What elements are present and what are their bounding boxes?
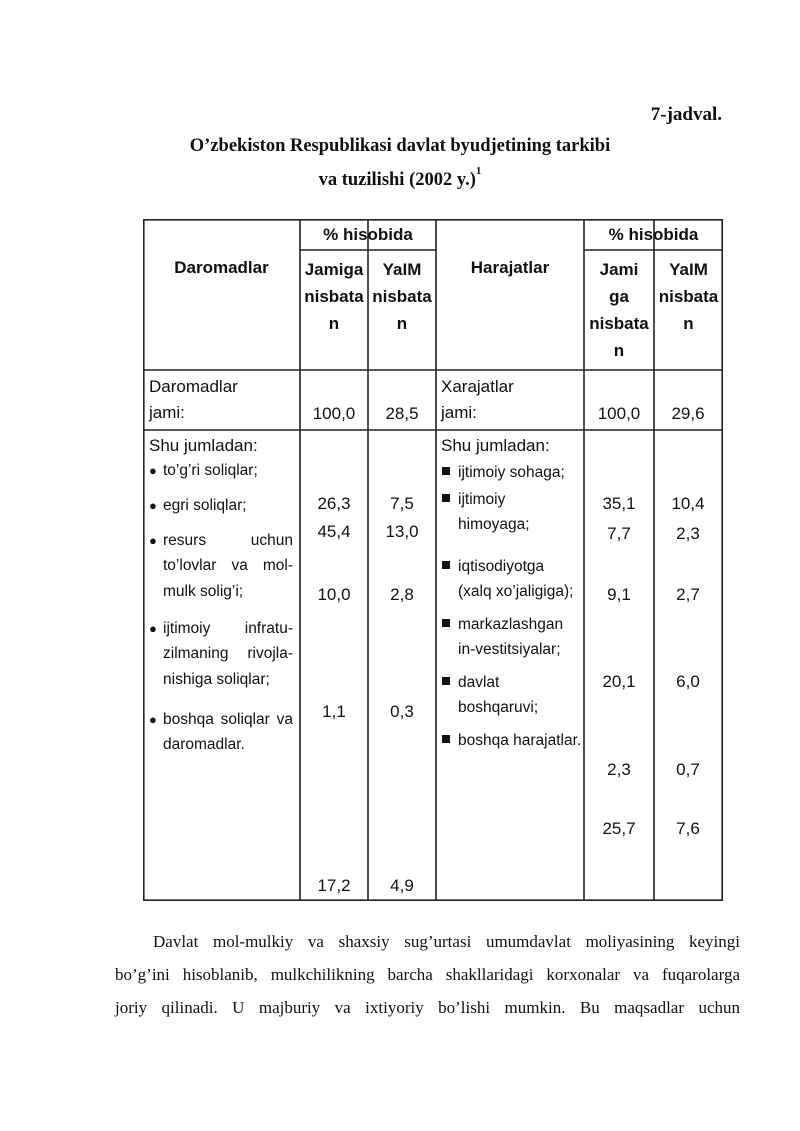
income-gdp-value: 0,3 xyxy=(390,702,414,721)
income-gdp-value: 7,5 xyxy=(390,494,414,513)
bullet-icon: ● xyxy=(149,533,157,548)
expense-gdp-value: 0,7 xyxy=(676,760,700,779)
paragraph-line: bo’g’ini hisoblanib, mulkchilikning barcha shakllaridagi korxonalar va fuqarolarga xyxy=(115,965,740,984)
bullet-icon: ● xyxy=(149,498,157,513)
expense-total-share: 100,0 xyxy=(597,404,641,423)
budget-table xyxy=(143,219,723,901)
square-bullet-icon xyxy=(442,494,450,502)
expense-share-value: 35,1 xyxy=(602,494,636,513)
expense-share-value: 9,1 xyxy=(607,585,631,604)
square-bullet-icon xyxy=(442,677,450,685)
square-bullet-icon xyxy=(442,561,450,569)
square-bullet-icon xyxy=(442,735,450,743)
income-gdp-value: 2,8 xyxy=(390,585,414,604)
expense-share-value: 2,3 xyxy=(607,760,631,779)
income-share-value: 26,3 xyxy=(317,494,351,513)
paragraph-line: Davlat mol-mulkiy va shaxsiy sug’urtasi umumdavlat moliyasining keyingi xyxy=(153,932,740,951)
bullet-icon: ● xyxy=(149,463,157,478)
expense-item: ijtimoiy himoyaga; xyxy=(458,487,582,538)
table-title: O’zbekiston Respublikasi davlat byudjetining tarkibi xyxy=(189,136,611,156)
expense-item: davlat boshqaruvi; xyxy=(458,670,582,721)
income-share-value: 10,0 xyxy=(317,585,351,604)
expense-gdp-header: YaIM nisbata n xyxy=(658,260,719,333)
income-item: ● boshqa soliqlar va daromadlar. xyxy=(163,707,293,758)
income-item: ● egri soliqlar; xyxy=(163,493,293,518)
table-title-line2: va tuzilishi (2002 y.)$^1$ xyxy=(318,165,482,191)
expense-header: Harajatlar xyxy=(470,258,550,277)
income-share-header: Jamiga nisbata n xyxy=(304,260,364,333)
income-item: ● resurs uchun to’lovlar va mol- mulk solig’i; xyxy=(163,528,293,604)
income-total-share: 100,0 xyxy=(312,404,356,423)
expense-gdp-value: 10,4 xyxy=(671,494,705,513)
expense-gdp-value: 2,7 xyxy=(676,585,700,604)
table-number: 7-jadval. xyxy=(650,104,722,125)
expense-item: iqtisodiyotga (xalq xo’jaligiga); xyxy=(458,554,582,605)
expense-share-value: 20,1 xyxy=(602,672,636,691)
paragraph-line: joriy qilinadi. U majburiy va ixtiyoriy bo’lishi mumkin. Bu maqsadlar uchun xyxy=(115,998,740,1017)
expense-gdp-value: 6,0 xyxy=(676,672,700,691)
expense-gdp-value: 7,6 xyxy=(676,819,700,838)
expense-share-value: 25,7 xyxy=(602,819,636,838)
income-share-value: 1,1 xyxy=(322,702,346,721)
expense-item: ijtimoiy sohaga; xyxy=(458,460,582,485)
square-bullet-icon xyxy=(442,467,450,475)
square-bullet-icon xyxy=(442,619,450,627)
expense-gdp-value: 2,3 xyxy=(676,524,700,543)
expense-share-value: 7,7 xyxy=(607,524,631,543)
income-item: ● ijtimoiy infratu- zilmaning rivojla- nishiga soliqlar; xyxy=(163,616,293,692)
income-share-value: 17,2 xyxy=(317,876,351,895)
expense-subtitle: Shu jumladan: xyxy=(441,436,550,455)
percent-header-right: % hisobida xyxy=(608,225,699,244)
body-paragraph xyxy=(115,925,740,1024)
bullet-icon: ● xyxy=(149,712,157,727)
expense-item: boshqa harajatlar. xyxy=(458,728,582,753)
expense-share-header: Jami ga nisbata n xyxy=(589,260,649,360)
income-subtitle: Shu jumladan: xyxy=(149,436,258,455)
footnote-mark: 1 xyxy=(475,165,482,177)
expense-total-gdp: 29,6 xyxy=(671,404,705,423)
income-total-gdp: 28,5 xyxy=(385,404,419,423)
income-gdp-header: YaIM nisbata n xyxy=(372,260,432,333)
expense-item: markazlashgan in-vestitsiyalar; xyxy=(458,612,582,663)
income-header: Daromadlar xyxy=(174,258,269,277)
income-item: ● to’g’ri soliqlar; xyxy=(163,458,293,483)
income-total-label: Daromadlar jami: xyxy=(149,377,238,422)
income-gdp-value: 4,9 xyxy=(390,876,414,895)
percent-header-left: % hisobida xyxy=(323,225,413,244)
expense-total-label: Xarajatlar jami: xyxy=(441,377,514,422)
income-gdp-value: 13,0 xyxy=(385,522,419,541)
bullet-icon: ● xyxy=(149,621,157,636)
income-share-value: 45,4 xyxy=(317,522,351,541)
